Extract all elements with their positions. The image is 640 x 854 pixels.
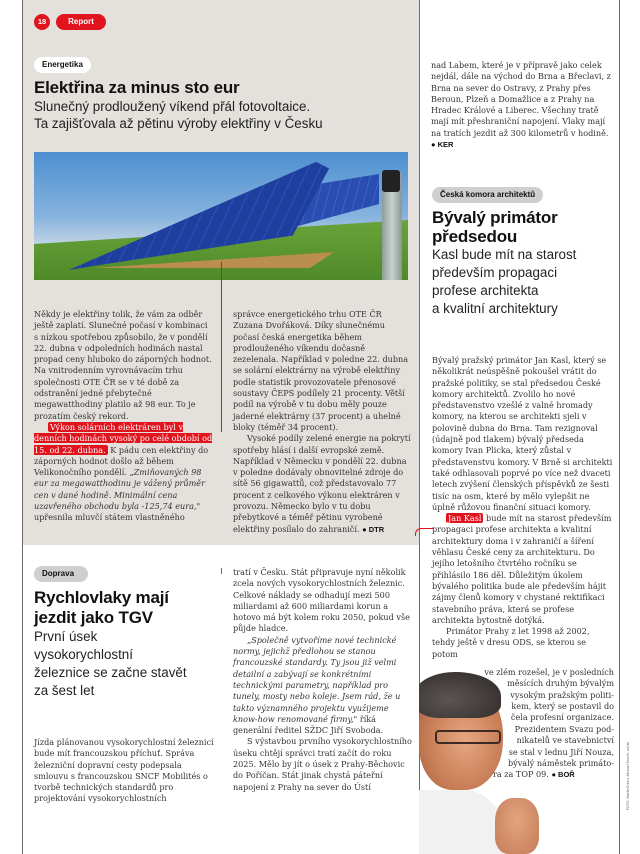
left-rule: [22, 0, 23, 854]
headline-line: Rychlovlaky mají: [34, 588, 169, 607]
author-signature: ● KER: [431, 140, 454, 150]
subhead-line: za šest let: [34, 683, 95, 698]
category-tag-komora[interactable]: Česká komora architektů: [432, 187, 543, 203]
subhead-line: První úsek: [34, 629, 98, 644]
architects-wrap-text-1: [480, 667, 614, 723]
callout-connector-line: [221, 262, 222, 432]
solar-panels-photo: [34, 152, 408, 280]
paragraph: [233, 433, 413, 535]
photo-credit: FOTO: Martin Erben, Michael Tomeš, archiv: [626, 741, 630, 810]
headline-line: předsedou: [432, 227, 518, 246]
text-line: nikatelů ve stavebnictví: [516, 735, 614, 746]
text: Vysoké podíly zelené energie na pokrytí spotřeby hlásí i další evropské země. Například v Německu v pondělí 22. dubna v poledne dodávaly obnovitelné zdroje do sítě 56 gigawattů, což představovalo 77 procent z celkového výkonu elektráren v provozu. Německo bylo v tu dobu přebytkové a téměř pětinu vyrobené elektřiny posílalo do zahraničí.: [233, 433, 411, 534]
subhead-rail: [34, 628, 219, 700]
author-signature: ● DTR: [362, 524, 385, 534]
headline-energy: Elektřina za minus sto eur: [34, 78, 240, 97]
subhead-line: Kasl bude mít na starost: [432, 247, 577, 262]
text-line: měsících druhým bývalým: [507, 678, 614, 689]
paragraph: [432, 513, 614, 626]
callout-connector-line: [415, 528, 433, 536]
page-number: 18: [34, 14, 50, 30]
headline-line: Bývalý primátor: [432, 208, 558, 227]
subhead-energy: [34, 98, 418, 132]
text: nad Labem, které je v přípravě jako celek nejdál, dále na východ do Brna a Břeclavi, z Brna na sever do Ostravy, z Prahy přes Beroun, Plzeň a Domažlice a z Prahy na Hradec Králové a Liberec. Všechny tratě mají mít přeshraniční napojení. Vlaky mají na tratích jezdit až 300 kilometrů v hodině.: [431, 60, 611, 138]
subhead-line: železnice se začne stavět: [34, 665, 187, 680]
paragraph: tratí v Česku. Stát připravuje nyní několik zcela nových vysokorychlostních železnic. Celkové náklady se odhadují mezi 500 miliardami až 600 miliardami korun a hotovo má být kolem roku 2050, pokud vše půjde hladce.: [233, 567, 410, 634]
text-line: kem, který se postavil do: [511, 700, 614, 711]
section-badge[interactable]: Report: [56, 14, 106, 30]
rail-column-1: [34, 737, 214, 805]
energy-column-2: [233, 309, 413, 535]
text-line: vysokým pražským politi-: [510, 689, 614, 700]
headline-architects: [432, 208, 612, 246]
subhead-line: vysokorychlostní: [34, 647, 133, 662]
rail-column-2: [233, 567, 413, 793]
rail-column-3: [431, 60, 613, 150]
subhead-line: především propagaci: [432, 265, 558, 280]
subhead-line: Ta zajišťovala až pětinu výroby elektřiny v Česku: [34, 116, 323, 131]
text-line: čela profesní organizace.: [510, 712, 614, 723]
paragraph: Někdy je elektřiny tolik, že vám za odběr ještě zaplatí. Slunečné počasí v kombinaci s nízkou spotřebou způsobilo, že v pondělí 22. dubna v odpoledních hodinách nastal propad ceny hluboko do záporných hodnot. Na vnitrodenním vyrovnávacím trhu společnosti OTE ČR se v té době za odstranění jedné přebytečné megawatthodiny platilo až 98 eur. To je prozatím český rekord.: [34, 309, 212, 421]
subhead-architects: [432, 246, 617, 318]
paragraph: Bývalý pražský primátor Jan Kasl, který se několikrát neúspěšně pokoušel vrátit do pražské politiky, se stal předsedou České komory architektů. Zvolilo ho nové představenstvo vzešlé z valné hromady komory, na kterou se architekti sjeli v polovině dubna do Brna. Tam rezignoval (údajně pod tlakem) bývalý předseda komory Ivan Plicka, který zůstal v představenstvu komory. V Brně si architekti také odhlasovali poprvé po více než dvaceti letech zvýšení členských příspěvků ze šesti tisíc na osm, které by mělo vylepšit ne úplně růžovou finanční situaci komory.: [432, 355, 613, 512]
text: bude mít na starost především propagaci profese architekta a kvalitní architektury doma i v zahraničí a šíření věhlasu České ceny za architekturu. Do jejího letošního čtvrtého ročníku se přihlásilo 186 děl. Důležitým úkolem bývalého politika bude ale především hájit zájmy členů komory v chystané rektifikaci stavebního práva, která se profese architekta bytostně dotýká.: [432, 513, 612, 625]
quote-text: „Zmiňovaných 98 eur za megawatthodinu je vážený průměr cen v dané hodině. Minimální cena uzavřeného obchodu byla -125,74 eura,": [34, 467, 205, 512]
highlighted-name: Jan Kasl: [448, 513, 482, 524]
text: říká generální ředitel SŽDC Jiří Svoboda.: [233, 713, 384, 736]
text-line: Prezidentem Svazu pod-: [514, 724, 614, 734]
subhead-line: a kvalitní architektury: [432, 301, 558, 316]
right-rule: [619, 0, 620, 854]
paragraph: Jízda plánovanou vysokorychlostní železnicí bude mít francouzskou příchuť. Správa železniční dopravní cesty podepsala smlouvu s francouzskou SNCF Mobilités o tvorbě technických standardů pro projektování vysokorychlostních: [34, 737, 214, 804]
text-line: ve zlém rozešel, je v posledních: [484, 667, 614, 677]
category-tag-doprava[interactable]: Doprava: [34, 566, 88, 582]
text: upřesnila mluvčí státem vlastněného: [34, 512, 185, 523]
paragraph: správce energetického trhu OTE ČR Zuzana Dvořáková. Díky slunečnému počasí česká energetika během prodlouženého víkendu dočasně zezelenala. Například v poledne 22. dubna se solární elektrárny na výrobě elektřiny podle statistik provozovatele přenosové soustavy ČEPS podílely 21 procenty. Větší podíl na výrobě v tu dobu měly pouze jaderné elektrárny (37 procent) a uhelné bloky (téměř 34 procent).: [233, 309, 409, 432]
text-line: se stal v lednu Jiří Nouza,: [508, 746, 614, 757]
subhead-line: profese architekta: [432, 283, 539, 298]
text: K pádu cen elektřiny do záporných hodnot došlo až během Velikonočního pondělí.: [34, 444, 209, 478]
headline-line: jezdit jako TGV: [34, 608, 153, 627]
subhead-line: Slunečný prodloužený víkend přál fotovoltaice.: [34, 99, 311, 114]
paragraph: [34, 422, 214, 524]
paragraph: S výstavbou prvního vysokorychlostního úseku chtějí správci tratí začít do roku 2025. Mělo by jít o úsek z Prahy-Běchovic do Poříčan. Stát jinak chystá páteřní napojení z Prahy na sever do Ústí: [233, 736, 412, 792]
text-line: bývalý náměstek primáto-: [507, 757, 614, 768]
architects-column: [432, 355, 614, 660]
category-tag-energetika[interactable]: Energetika: [34, 57, 91, 73]
paragraph: [431, 60, 613, 150]
author-signature: ● BOŘ: [551, 770, 575, 780]
column-tick: [221, 568, 222, 574]
energy-column-1: [34, 309, 214, 524]
text-line: [478, 769, 614, 780]
paragraph: Primátor Prahy z let 1998 až 2002, tehdy ještě v dresu ODS, se kterou se potom: [432, 626, 590, 659]
architects-wrap-text-2: [478, 724, 614, 780]
highlighted-quote: Výkon solárních elektráren byl v denních hodinách vysoký po celé období od 15. od 22. dubna.: [34, 421, 213, 455]
headline-rail: [34, 588, 214, 628]
text: ra za TOP 09.: [493, 769, 552, 780]
paragraph: [233, 635, 413, 737]
quote-text: „Společně vytvoříme nové technické normy, jejichž předlohou se stanou francouzské standardy. Ty jsou již velmi detailní a zabývají se konkrétními technickými parametry, například pro tunely, mosty nebo koleje. Jsem rád, že u takto významného projektu využijeme know-how renomované firmy,": [233, 634, 401, 724]
